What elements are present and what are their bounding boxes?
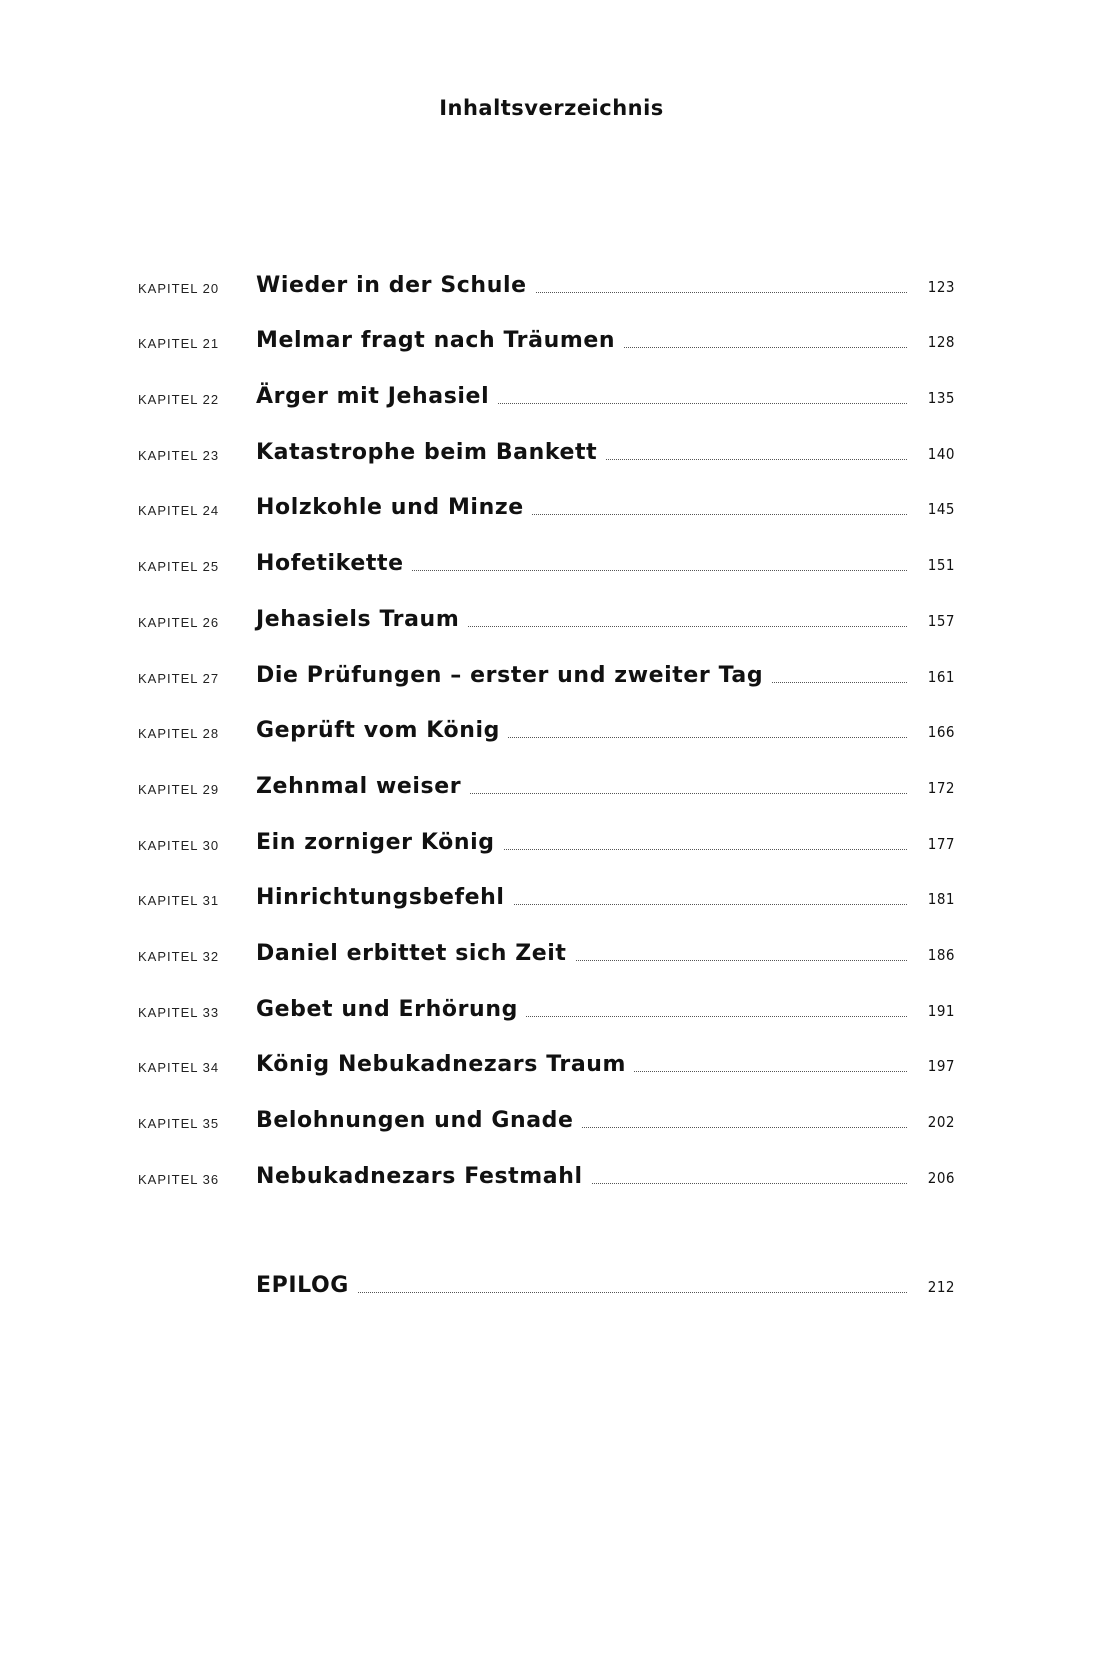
chapter-title: Zehnmal weiser	[256, 774, 469, 799]
chapter-label: KAPITEL 22	[138, 392, 220, 408]
toc-entry[interactable]	[0, 268, 1103, 324]
chapter-title: Hofetikette	[256, 551, 412, 576]
page-number: 145	[927, 500, 955, 519]
chapter-title: Melmar fragt nach Träumen	[256, 328, 623, 353]
toc-entry[interactable]	[0, 324, 1103, 380]
toc-entry[interactable]	[0, 1103, 1103, 1159]
page-number: 157	[927, 611, 955, 630]
toc-entry[interactable]	[0, 714, 1103, 770]
chapter-title: Holzkohle und Minze	[256, 495, 532, 520]
chapter-title: Geprüft vom König	[256, 718, 508, 743]
chapter-label: KAPITEL 34	[138, 1060, 220, 1076]
chapter-title: Ärger mit Jehasiel	[256, 384, 497, 409]
chapter-label: KAPITEL 33	[138, 1004, 220, 1020]
page-title: Inhaltsverzeichnis	[439, 96, 664, 120]
chapter-label: KAPITEL 24	[138, 503, 220, 519]
chapter-label: KAPITEL 28	[138, 726, 220, 742]
toc-entry[interactable]	[0, 435, 1103, 491]
chapter-title: König Nebukadnezars Traum	[256, 1052, 634, 1077]
toc-entry[interactable]	[0, 379, 1103, 435]
toc-entry[interactable]	[0, 769, 1103, 825]
toc-entry-epilog[interactable]	[0, 1268, 1103, 1308]
page-number: 191	[927, 1001, 955, 1020]
page-number: 206	[927, 1168, 955, 1187]
toc-entry[interactable]	[0, 602, 1103, 658]
chapter-label: KAPITEL 31	[138, 893, 220, 909]
toc-entry[interactable]	[0, 881, 1103, 937]
page-number: 135	[927, 389, 955, 408]
toc-entry[interactable]	[0, 491, 1103, 547]
chapter-title: Belohnungen und Gnade	[256, 1108, 582, 1133]
chapter-label: KAPITEL 21	[138, 336, 220, 352]
chapter-label: KAPITEL 32	[138, 948, 220, 964]
chapter-title: Wieder in der Schule	[256, 273, 535, 298]
chapter-label: KAPITEL 36	[138, 1171, 220, 1187]
toc-entry[interactable]	[0, 825, 1103, 881]
page-number: 197	[927, 1057, 955, 1076]
chapter-title: Daniel erbittet sich Zeit	[256, 941, 575, 966]
chapter-label: KAPITEL 27	[138, 670, 220, 686]
chapter-label: KAPITEL 25	[138, 559, 220, 575]
page-number: 177	[927, 834, 955, 853]
toc-entry[interactable]	[0, 546, 1103, 602]
chapter-label: KAPITEL 35	[138, 1116, 220, 1131]
chapter-title: Katastrophe beim Bankett	[256, 440, 605, 465]
page-number: 123	[927, 277, 955, 296]
page-number: 181	[927, 890, 955, 909]
chapter-title: Hinrichtungsbefehl	[256, 885, 513, 910]
chapter-label: KAPITEL 26	[138, 614, 220, 630]
chapter-title: Gebet und Erhörung	[256, 997, 526, 1022]
toc-entry[interactable]	[0, 658, 1103, 714]
chapter-label: KAPITEL 29	[138, 781, 220, 797]
page-number: 151	[927, 556, 955, 575]
page-number: 202	[927, 1113, 955, 1131]
page-number: 172	[927, 778, 955, 797]
chapter-title: Die Prüfungen – erster und zweiter Tag	[256, 663, 771, 688]
page-number: 166	[927, 723, 955, 742]
toc-entry[interactable]	[0, 1048, 1103, 1104]
table-of-contents	[0, 268, 1103, 1215]
chapter-label: KAPITEL 23	[138, 447, 220, 463]
page-number: 212	[927, 1278, 955, 1296]
toc-entry[interactable]	[0, 1159, 1103, 1215]
chapter-title: Jehasiels Traum	[256, 607, 467, 632]
toc-entry[interactable]	[0, 936, 1103, 992]
epilog-title: EPILOG	[256, 1273, 357, 1298]
page-number: 128	[927, 333, 955, 352]
page-number: 161	[927, 667, 955, 686]
chapter-label: KAPITEL 20	[138, 280, 220, 296]
page-number: 140	[927, 444, 955, 463]
page-number: 186	[927, 945, 955, 964]
chapter-label: KAPITEL 30	[138, 837, 220, 853]
chapter-title: Nebukadnezars Festmahl	[256, 1164, 591, 1189]
toc-entry[interactable]	[0, 992, 1103, 1048]
chapter-title: Ein zorniger König	[256, 830, 503, 855]
